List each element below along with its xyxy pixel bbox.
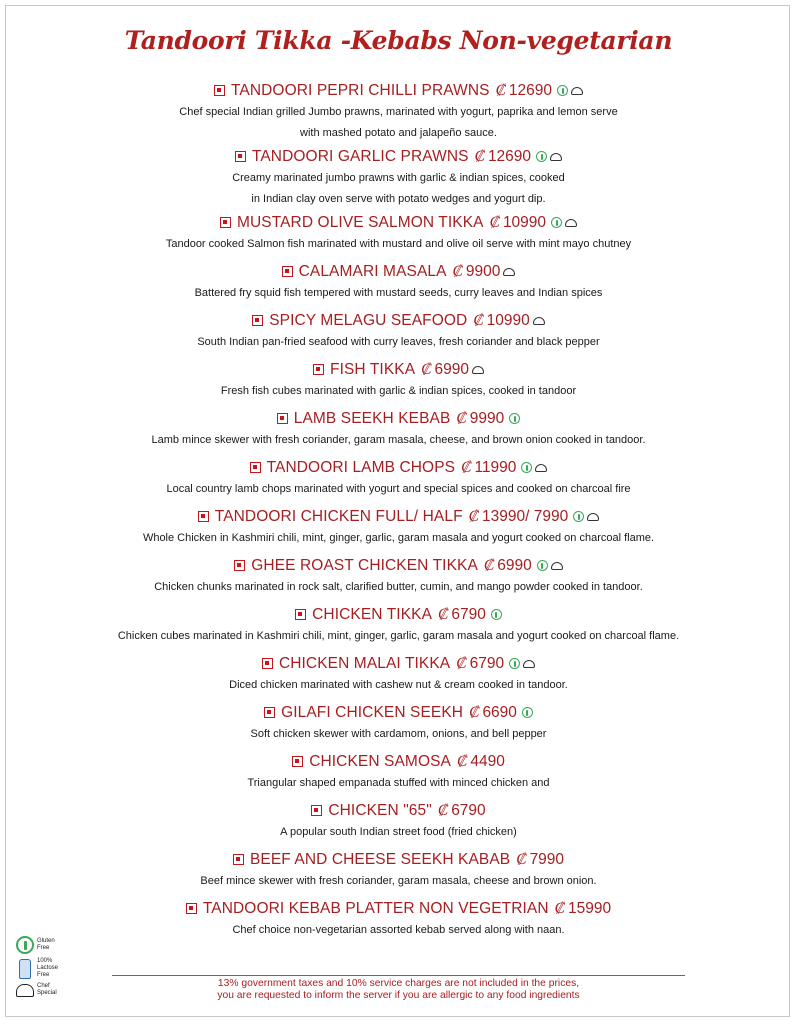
- chef-hat-icon: [571, 87, 583, 95]
- menu-item-price: 10990: [502, 214, 547, 231]
- description-line: Beef mince skewer with fresh coriander, garam masala, cheese and brown onion.: [200, 875, 597, 887]
- gluten-free-icon: [536, 151, 547, 162]
- non-veg-symbol-icon: [262, 658, 273, 669]
- chef-hat-icon: [587, 513, 599, 521]
- gluten-free-icon: [537, 560, 548, 571]
- menu-item-name: TANDOORI LAMB CHOPS: [266, 459, 456, 476]
- description-line: Battered fry squid fish tempered with mustard seeds, curry leaves and Indian spices: [194, 287, 603, 299]
- menu-item-heading: [0, 896, 797, 920]
- legend-gluten-free-label-2: Free: [37, 945, 50, 951]
- menu-item-price: 10990: [486, 312, 530, 329]
- menu-item-price: 7990: [529, 851, 565, 868]
- menu-item-description: [0, 381, 797, 406]
- menu-item-name: TANDOORI KEBAB PLATTER NON VEGETRIAN: [202, 900, 549, 917]
- menu-item-name: CHICKEN TIKKA: [312, 606, 433, 623]
- currency-symbol: ₡: [554, 900, 566, 917]
- chef-hat-icon: [523, 660, 535, 668]
- description-line: Chicken cubes marinated in Kashmiri chili, mint, ginger, garlic, garam masala and yogurt cooked on charcoal flame.: [117, 630, 680, 642]
- footer-line-1: 13% government taxes and 10% service charges are not included in the prices,: [217, 978, 580, 989]
- menu-item-name: FISH TIKKA: [330, 361, 416, 378]
- non-veg-symbol-icon: [252, 315, 263, 326]
- menu-item-price: 6790: [451, 606, 486, 623]
- menu-item: [0, 749, 797, 798]
- legend-lactose-free-label-2: Lactose: [37, 965, 59, 971]
- menu-item-name: CALAMARI MASALA: [298, 263, 447, 280]
- description-line: Tandoor cooked Salmon fish marinated with mustard and olive oil serve with mint mayo chutney: [165, 238, 632, 250]
- legend-lactose-free-label-1: 100%: [37, 958, 53, 964]
- menu-item-heading: [0, 553, 797, 577]
- menu-item-price: 6790: [451, 802, 486, 819]
- chef-hat-icon: [533, 317, 545, 325]
- menu-item: [0, 798, 797, 847]
- menu-item-description: [0, 773, 797, 798]
- menu-item: [0, 144, 797, 210]
- menu-item-heading: [0, 700, 797, 724]
- menu-item-heading: [0, 78, 797, 102]
- legend-chef-special-label-1: Chef: [37, 983, 50, 989]
- menu-item: [0, 602, 797, 651]
- menu-item-description: [0, 430, 797, 455]
- menu-item: [0, 896, 797, 945]
- non-veg-symbol-icon: [277, 413, 288, 424]
- menu-item: [0, 553, 797, 602]
- non-veg-symbol-icon: [186, 903, 197, 914]
- chef-hat-icon: [550, 153, 562, 161]
- menu-item-description: [0, 724, 797, 749]
- menu-item: [0, 651, 797, 700]
- menu-item-name: LAMB SEEKH KEBAB: [293, 410, 451, 427]
- menu-item-heading: [0, 847, 797, 871]
- non-veg-symbol-icon: [235, 151, 246, 162]
- menu-item: [0, 455, 797, 504]
- menu-item-name: TANDOORI CHICKEN FULL/ HALF: [214, 508, 463, 525]
- description-line: Creamy marinated jumbo prawns with garlic & indian spices, cooked: [232, 172, 565, 184]
- chef-hat-icon: [472, 366, 484, 374]
- menu-item: [0, 700, 797, 749]
- currency-symbol: ₡: [456, 655, 467, 672]
- menu-item-price: 11990: [474, 459, 517, 476]
- menu-item-description: [0, 920, 797, 945]
- currency-symbol: ₡: [489, 214, 500, 231]
- menu-item-heading: [0, 455, 797, 479]
- gluten-free-icon: [522, 707, 533, 718]
- non-veg-symbol-icon: [264, 707, 275, 718]
- menu-item-heading: [0, 357, 797, 381]
- menu-item: [0, 847, 797, 896]
- non-veg-symbol-icon: [282, 266, 293, 277]
- chef-hat-icon: [551, 562, 563, 570]
- currency-symbol: ₡: [483, 557, 495, 574]
- description-line: Diced chicken marinated with cashew nut & cream cooked in tandoor.: [229, 679, 568, 691]
- menu-item-price: 12690: [508, 82, 553, 99]
- non-veg-symbol-icon: [234, 560, 245, 571]
- menu-item-name: SPICY MELAGU SEAFOOD: [269, 312, 468, 329]
- menu-item-name: TANDOORI PEPRI CHILLI PRAWNS: [230, 82, 490, 99]
- gluten-free-icon: [16, 936, 34, 954]
- description-line: in Indian clay oven serve with potato wedges and yogurt dip.: [251, 193, 546, 205]
- menu-item: [0, 504, 797, 553]
- chef-hat-icon: [503, 268, 515, 276]
- menu-item-price: 6690: [482, 704, 517, 721]
- menu-item-heading: [0, 308, 797, 332]
- menu-item-heading: [0, 798, 797, 822]
- menu-item-name: GILAFI CHICKEN SEEKH: [281, 704, 464, 721]
- gluten-free-icon: [573, 511, 584, 522]
- currency-symbol: ₡: [421, 361, 432, 378]
- non-veg-symbol-icon: [295, 609, 306, 620]
- currency-symbol: ₡: [516, 851, 527, 868]
- gluten-free-icon: [551, 217, 562, 228]
- non-veg-symbol-icon: [233, 854, 244, 865]
- menu-item-description: [0, 675, 797, 700]
- legend-gluten-free-label-1: Gluten: [37, 938, 55, 944]
- menu-item-description: [0, 822, 797, 847]
- currency-symbol: ₡: [469, 704, 480, 721]
- menu-item-description: [0, 577, 797, 602]
- menu-item-heading: [0, 749, 797, 773]
- legend-lactose-free-label-3: Free: [37, 972, 50, 978]
- menu-item: [0, 259, 797, 308]
- menu-item-price: 15990: [568, 900, 612, 917]
- page-title: Tandoori Tikka -Kebabs Non-vegetarian: [124, 26, 673, 55]
- milk-bottle-icon: [19, 959, 31, 979]
- gluten-free-icon: [557, 85, 568, 96]
- currency-symbol: ₡: [456, 753, 468, 770]
- description-line: Soft chicken skewer with cardamom, onions, and bell pepper: [250, 728, 547, 740]
- menu-item-price: 6790: [469, 655, 505, 672]
- menu-item-heading: [0, 602, 797, 626]
- non-veg-symbol-icon: [250, 462, 261, 473]
- menu-item: [0, 308, 797, 357]
- chef-hat-icon: [535, 464, 547, 472]
- menu-item: [0, 210, 797, 259]
- menu-item-price: 13990/ 7990: [482, 508, 569, 525]
- menu-item-description: [0, 479, 797, 504]
- non-veg-symbol-icon: [292, 756, 303, 767]
- currency-symbol: ₡: [468, 508, 479, 525]
- description-line: Whole Chicken in Kashmiri chili, mint, ginger, garlic, garam masala and yogurt cooked on charcoal flame.: [142, 532, 655, 544]
- menu-item: [0, 406, 797, 455]
- description-line: Local country lamb chops marinated with yogurt and special spices and cooked on charcoal fire: [166, 483, 631, 495]
- menu-item-name: CHICKEN SAMOSA: [309, 753, 451, 770]
- menu-item-price: 9900: [465, 263, 501, 280]
- menu-item-price: 9990: [469, 410, 505, 427]
- menu-item: [0, 78, 797, 144]
- menu-item-price: 6990: [497, 557, 532, 574]
- menu-item-name: GHEE ROAST CHICKEN TIKKA: [251, 557, 478, 574]
- menu-item-name: CHICKEN MALAI TIKKA: [278, 655, 451, 672]
- footer-line-2: you are requested to inform the server if you are allergic to any food ingredients: [217, 990, 580, 1001]
- currency-symbol: ₡: [474, 148, 485, 165]
- menu-item-description: [0, 102, 797, 144]
- menu-item-heading: [0, 259, 797, 283]
- description-line: Lamb mince skewer with fresh coriander, garam masala, cheese, and brown onion cooked in tandoor.: [151, 434, 646, 446]
- description-line: Chef special Indian grilled Jumbo prawns, marinated with yogurt, paprika and lemon serve: [179, 106, 618, 118]
- description-line: South Indian pan-fried seafood with curry leaves, fresh coriander and black pepper: [197, 336, 600, 348]
- non-veg-symbol-icon: [214, 85, 225, 96]
- menu-item-heading: [0, 144, 797, 168]
- menu-item-description: [0, 283, 797, 308]
- gluten-free-icon: [491, 609, 502, 620]
- menu-item-heading: [0, 504, 797, 528]
- description-line: with mashed potato and jalapeño sauce.: [300, 127, 497, 139]
- menu-item-name: CHICKEN "65": [328, 802, 432, 819]
- menu-item-price: 4490: [470, 753, 505, 770]
- gluten-free-icon: [521, 462, 532, 473]
- chef-hat-icon: [565, 219, 577, 227]
- menu-item-description: [0, 528, 797, 553]
- menu-item-heading: [0, 210, 797, 234]
- menu-item-description: [0, 332, 797, 357]
- menu-item-description: [0, 626, 797, 651]
- non-veg-symbol-icon: [311, 805, 322, 816]
- description-line: Chicken chunks marinated in rock salt, clarified butter, cumin, and mango powder cooked in tandoor.: [154, 581, 643, 593]
- currency-symbol: ₡: [437, 802, 449, 819]
- menu-item-price: 12690: [487, 148, 532, 165]
- menu-item-name: BEEF AND CHEESE SEEKH KABAB: [249, 851, 511, 868]
- currency-symbol: ₡: [456, 410, 467, 427]
- currency-symbol: ₡: [452, 263, 463, 280]
- currency-symbol: ₡: [495, 82, 506, 99]
- gluten-free-icon: [509, 658, 520, 669]
- description-line: Fresh fish cubes marinated with garlic & indian spices, cooked in tandoor: [220, 385, 577, 397]
- currency-symbol: ₡: [473, 312, 484, 329]
- menu-item-price: 6990: [434, 361, 469, 378]
- footer-note: [0, 978, 797, 1002]
- description-line: Triangular shaped empanada stuffed with minced chicken and: [247, 777, 550, 789]
- menu-item-description: [0, 871, 797, 896]
- non-veg-symbol-icon: [220, 217, 231, 228]
- legend-gluten-free: [16, 936, 76, 954]
- menu-item: [0, 357, 797, 406]
- gluten-free-icon: [509, 413, 520, 424]
- menu-item-description: [0, 168, 797, 210]
- menu-item-name: TANDOORI GARLIC PRAWNS: [251, 148, 469, 165]
- currency-symbol: ₡: [438, 606, 449, 623]
- menu-item-heading: [0, 406, 797, 430]
- menu-items-list: [0, 78, 797, 945]
- non-veg-symbol-icon: [313, 364, 324, 375]
- menu-item-description: [0, 234, 797, 259]
- legend-lactose-free: [16, 958, 76, 979]
- non-veg-symbol-icon: [198, 511, 209, 522]
- description-line: Chef choice non-vegetarian assorted kebab served along with naan.: [232, 924, 565, 936]
- legend-chef-special-label-2: Special: [37, 990, 57, 996]
- description-line: A popular south Indian street food (fried chicken): [280, 826, 517, 838]
- menu-item-name: MUSTARD OLIVE SALMON TIKKA: [236, 214, 484, 231]
- footer-divider: [112, 975, 685, 976]
- menu-item-heading: [0, 651, 797, 675]
- currency-symbol: ₡: [461, 459, 472, 476]
